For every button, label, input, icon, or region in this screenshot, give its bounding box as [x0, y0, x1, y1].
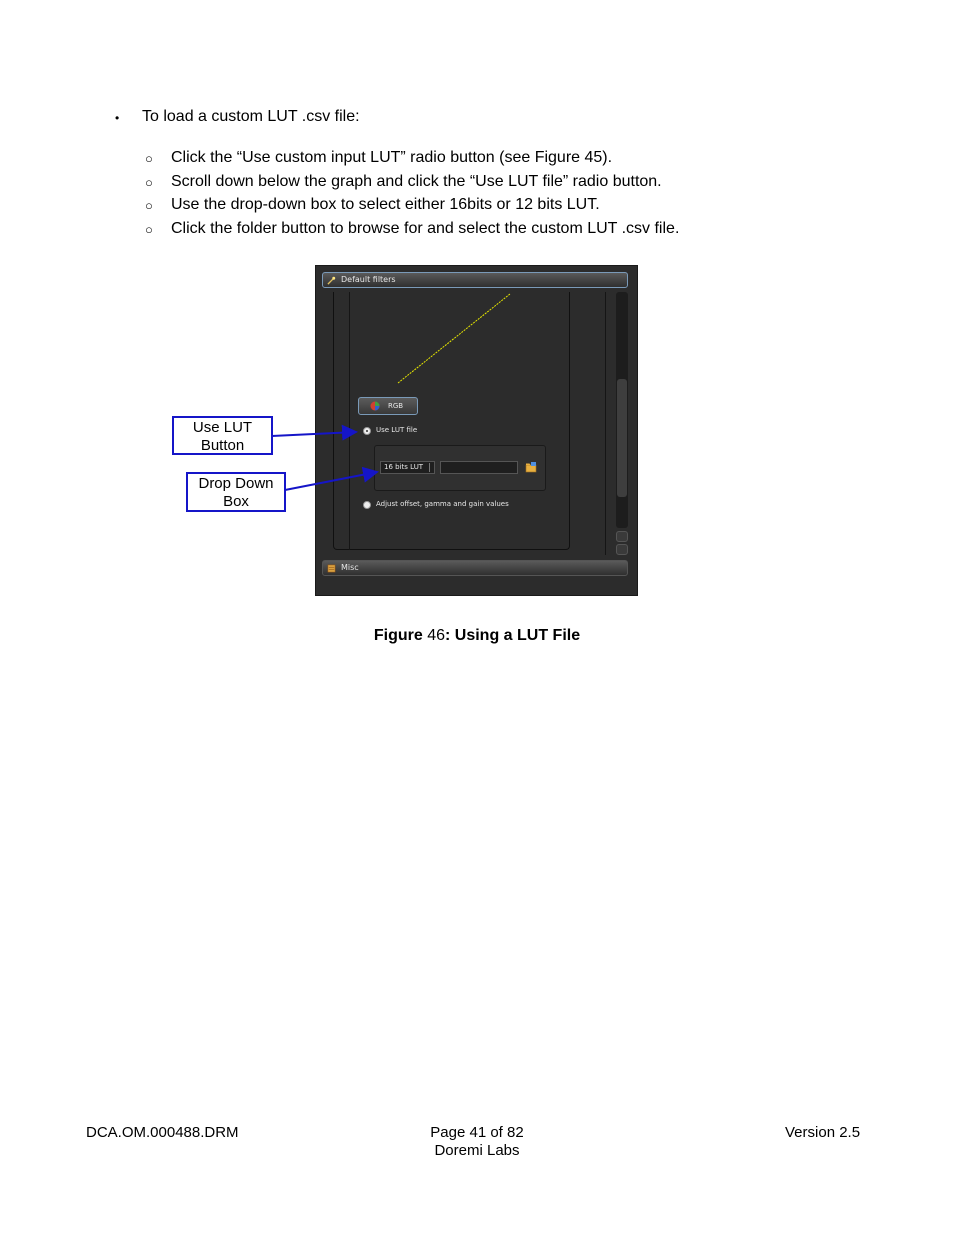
footer-company: Doremi Labs — [434, 1142, 520, 1159]
sub-bullet: ○ — [145, 222, 153, 237]
caption-number: 46 — [427, 627, 445, 644]
use-lut-callout — [172, 416, 273, 455]
misc-label: Misc — [341, 563, 359, 572]
caption-title: : Using a LUT File — [445, 627, 581, 644]
callout-line: Drop Down — [198, 475, 274, 492]
step-text: Scroll down below the graph and click the “Use LUT file” radio button. — [171, 173, 662, 190]
callout-line: Button — [200, 437, 245, 454]
footer-version: Version 2.5 — [785, 1124, 861, 1141]
callout-line: Box — [223, 493, 249, 510]
footer-doc-id: DCA.OM.000488.DRM — [86, 1124, 239, 1141]
use-lut-file-label: Use LUT file — [376, 426, 418, 434]
rgb-label: RGB — [388, 402, 404, 410]
adjust-values-label: Adjust offset, gamma and gain values — [376, 500, 509, 508]
drop-down-callout — [186, 472, 286, 512]
lut-dropdown-value: 16 bits LUT — [384, 463, 424, 471]
step-text: Use the drop-down box to select either 16bits or 12 bits LUT. — [171, 196, 600, 213]
step-text: Click the folder button to browse for and select the custom LUT .csv file. — [171, 220, 680, 237]
sub-bullet: ○ — [145, 151, 153, 166]
figure-caption — [0, 627, 954, 645]
callout-line: Use LUT — [192, 419, 253, 436]
caption-prefix: Figure — [373, 627, 428, 644]
default-filters-label: Default filters — [341, 275, 396, 284]
footer-page-number: Page 41 of 82 — [430, 1124, 524, 1141]
sub-bullet: ○ — [145, 175, 153, 190]
sub-bullet: ○ — [145, 198, 153, 213]
bullet-dot: • — [115, 111, 120, 125]
intro-text: To load a custom LUT .csv file: — [142, 108, 360, 125]
step-text: Click the “Use custom input LUT” radio button (see Figure 45). — [171, 149, 613, 166]
